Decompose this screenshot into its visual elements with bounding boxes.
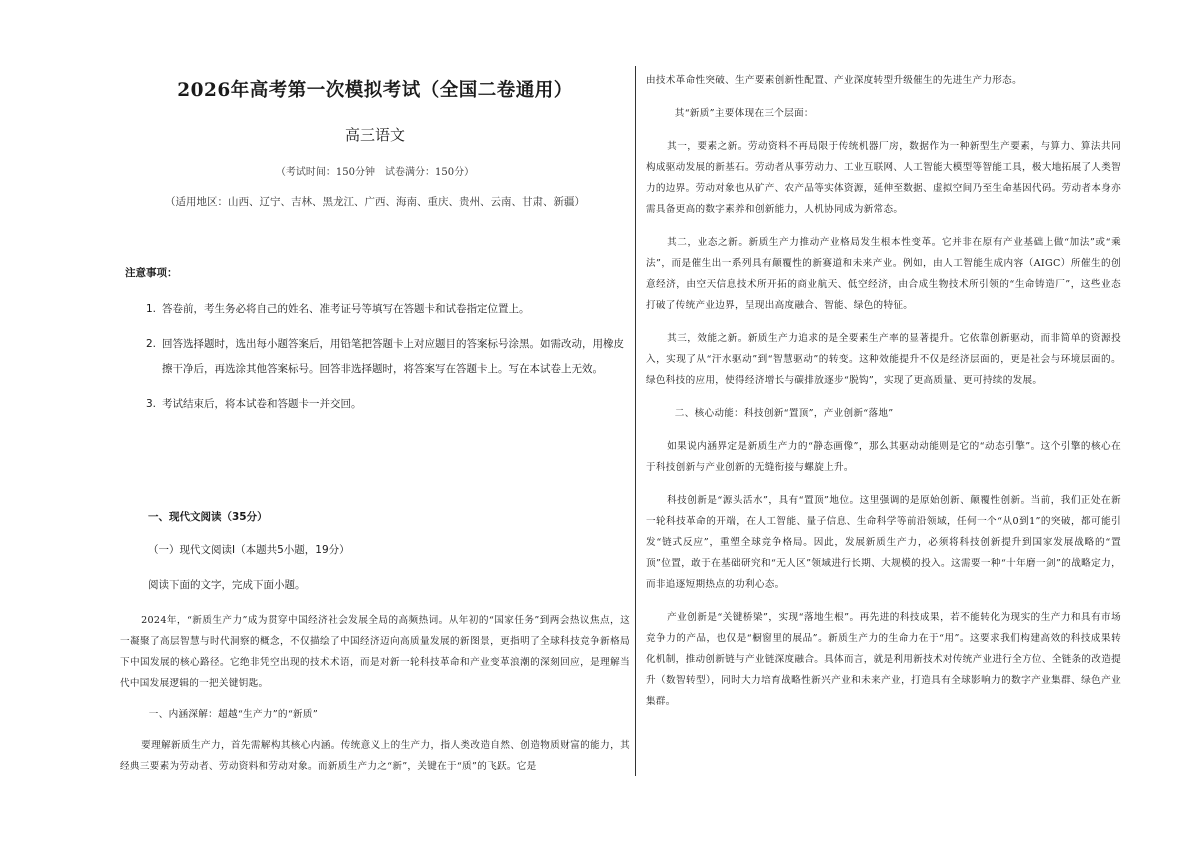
passage-paragraph: 如果说内涵界定是新质生产力的“静态画像”，那么其驱动动能则是它的“动态引擎”。这个引擎的核心在于科技创新与产业创新的无缝衔接与螺旋上升。 <box>646 441 1121 473</box>
passage-paragraph: 要理解新质生产力，首先需解构其核心内涵。传统意义上的生产力，指人类改造自然、创造物质财富的能力，其经典三要素为劳动者、劳动资料和劳动对象。而新质生产力之“新”，关键在于“质”的飞跃。它是 <box>120 740 630 772</box>
passage-paragraph: 科技创新是“源头活水”，具有“置顶”地位。这里强调的是原始创新、颠覆性创新。当前，我们正处在新一轮科技革命的开端，在人工智能、量子信息、生命科学等前沿领域，任何一个“从0到1”的突破，都可能引发“链式反应”，重塑全球竞争格局。因此，发展新质生产力，必须将科技创新提升到国家发展战略的“置顶”位置，敢于在基础研究和“无人区”领域进行长期、大规模的投入。这需要一种“十年磨一剑”的战略定力，而非追逐短期热点的功利心态。 <box>646 495 1121 590</box>
section-heading: 一、现代文阅读（35分） <box>148 511 268 523</box>
passage-paragraph: 由技术革命性突破、生产要素创新性配置、产业深度转型升级催生的先进生产力形态。 <box>646 75 1022 86</box>
notice-item-number: 3. <box>146 398 157 410</box>
passage-subheading: 二、核心动能：科技创新“置顶”，产业创新“落地” <box>674 408 894 419</box>
notice-item-number: 2. <box>146 338 157 350</box>
section-sub-heading: （一）现代文阅读Ⅰ（本题共5小题，19分） <box>148 544 350 556</box>
notice-item-text: 考试结束后，将本试卷和答题卡一并交回。 <box>162 398 362 410</box>
notice-item-number: 1. <box>146 303 157 315</box>
right-column <box>646 66 1121 712</box>
passage-paragraph: 2024年，“新质生产力”成为贯穿中国经济社会发展全局的高频热词。从年初的“国家任务”到两会热议焦点，这一凝聚了高层智慧与时代洞察的概念，不仅描绘了中国经济迈向高质量发展的新图景，更指明了全球科技竞争新格局下中国发展的核心路径。它绝非凭空出现的技术术语，而是对新一轮科技革命和产业变革浪潮的深刻回应，是理解当代中国发展逻辑的一把关键钥匙。 <box>120 615 630 689</box>
passage-paragraph: 其三，效能之新。新质生产力追求的是全要素生产率的显著提升。它依靠创新驱动，而非简单的资源投入，实现了从“汗水驱动”到“智慧驱动”的转变。这种效能提升不仅是经济层面的，更是社会与环境层面的。绿色科技的应用，使得经济增长与碳排放逐步“脱钩”，实现了更高质量、更可持续的发展。 <box>646 333 1121 386</box>
notice-list <box>120 297 630 417</box>
notice-heading: 注意事项： <box>125 267 178 279</box>
left-column <box>120 66 630 777</box>
applicable-regions: （适用地区：山西、辽宁、吉林、黑龙江、广西、海南、重庆、贵州、云南、甘肃、新疆） <box>165 196 585 208</box>
notice-item <box>120 332 630 382</box>
passage-paragraph: 产业创新是“关键桥梁”，实现“落地生根”。再先进的科技成果，若不能转化为现实的生产力和具有市场竞争力的产品，也仅是“橱窗里的展品”。新质生产力的生命力在于“用”。这要求我们构建高效的科技成果转化机制，推动创新链与产业链深度融合。具体而言，就是利用新技术对传统产业进行全方位、全链条的改造提升（数智转型），同时大力培育战略性新兴产业和未来产业，打造具有全球影响力的数字产业集群、绿色产业集群。 <box>646 612 1121 707</box>
exam-title: 2026年高考第一次模拟考试（全国二卷通用） <box>177 80 573 101</box>
notice-item <box>120 297 630 322</box>
exam-info: （考试时间：150分钟 试卷满分：150分） <box>275 167 475 178</box>
passage-subheading: 其“新质”主要体现在三个层面： <box>674 108 814 119</box>
passage-paragraph: 其一，要素之新。劳动资料不再局限于传统机器厂房，数据作为一种新型生产要素，与算力、算法共同构成驱动发展的新基石。劳动者从事劳动力、工业互联网、人工智能大模型等智能工具，极大地拓展了人类智力的边界。劳动对象也从矿产、农产品等实体资源，延伸至数据、虚拟空间乃至生命基因代码。劳动者本身亦需具备更高的数字素养和创新能力，人机协同成为新常态。 <box>646 141 1121 215</box>
subject-title: 高三语文 <box>344 126 405 144</box>
passage-subheading: 一、内涵深解：超越“生产力”的“新质” <box>148 709 319 720</box>
notice-item <box>120 392 630 417</box>
passage-paragraph: 其二，业态之新。新质生产力推动产业格局发生根本性变革。它并非在原有产业基础上做“加法”或“乘法”，而是催生出一系列具有颠覆性的新赛道和未来产业。例如，由人工智能生成内容（AIGC）所催生的创意经济，由空天信息技术所开拓的商业航天、低空经济，由合成生物技术所引领的“生命铸造厂”，这些业态打破了传统产业边界，呈现出高度融合、智能、绿色的特征。 <box>646 237 1121 311</box>
notice-item-text: 回答选择题时，选出每小题答案后，用铅笔把答题卡上对应题目的答案标号涂黑。如需改动，用橡皮擦干净后，再选涂其他答案标号。回答非选择题时，将答案写在答题卡上。写在本试卷上无效。 <box>162 338 624 375</box>
column-divider <box>635 66 636 776</box>
reading-instruction: 阅读下面的文字，完成下面小题。 <box>148 579 306 591</box>
notice-item-text: 答卷前，考生务必将自己的姓名、准考证号等填写在答题卡和试卷指定位置上。 <box>162 303 530 315</box>
